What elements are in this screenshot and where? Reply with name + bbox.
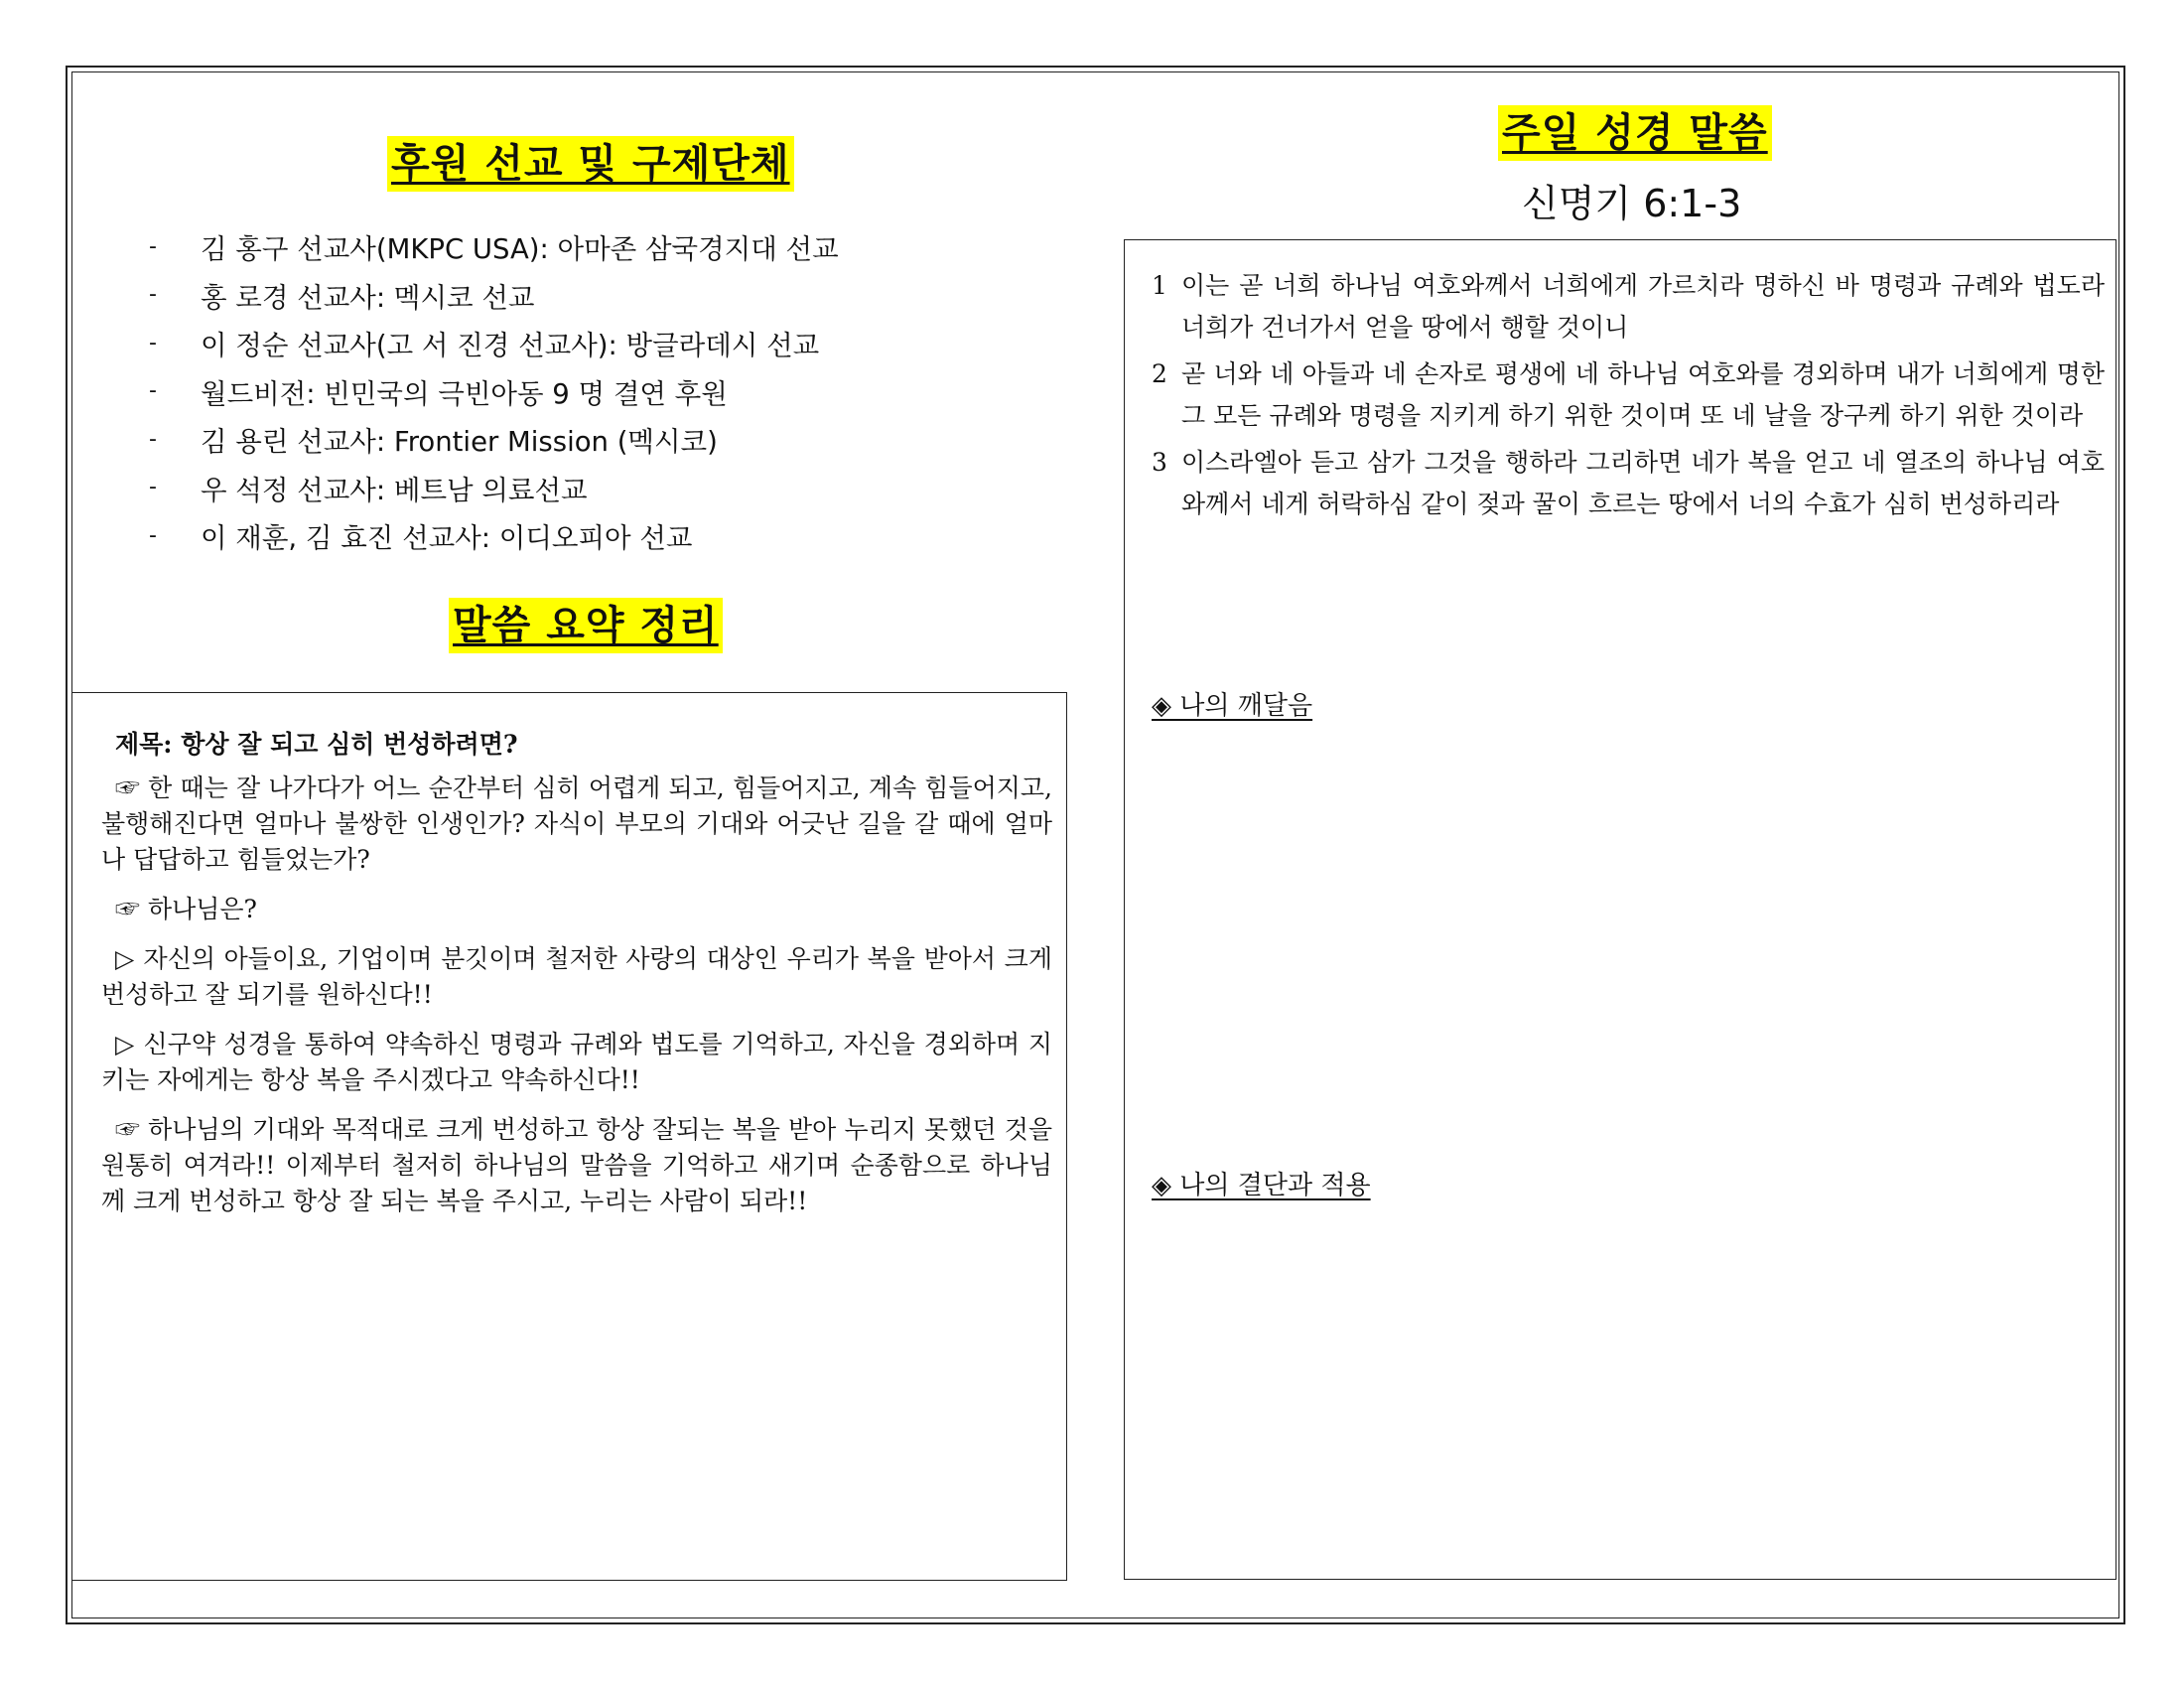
list-item-text: 이 재훈, 김 효진 선교사: 이디오피아 선교 [201,522,693,555]
verse-number: 3 [1152,448,1167,477]
list-item [149,511,839,560]
sermon-summary-title: 말씀 요약 정리 [449,598,723,653]
list-bullet: - [149,330,157,355]
my-decision-application-heading: ◈ 나의 결단과 적용 [1152,1171,1371,1200]
scripture-reference: 신명기 6:1-3 [1522,182,1742,225]
sunday-scripture-title: 주일 성경 말씀 [1498,105,1772,161]
verse [1152,353,2105,437]
list-item [149,367,839,416]
list-bullet: - [149,522,157,548]
list-bullet: - [149,426,157,452]
sermon-title: 제목: 항상 잘 되고 심히 번성하려면? [115,730,518,759]
support-missions-list [149,222,839,560]
summary-paragraph: ▷ 자신의 아들이요, 기업이며 분깃이며 철저한 사랑의 대상인 우리가 복을 받아서 크게 번성하고 잘 되기를 원하신다!! [101,944,1052,1009]
my-realization-heading: ◈ 나의 깨달음 [1152,691,1313,721]
verse-text: 이스라엘아 듣고 삼가 그것을 행하라 그리하면 네가 복을 얻고 네 열조의 하나님 여호와께서 네게 허락하심 같이 젖과 꿀이 흐르는 땅에서 너의 수효가 심히 번성하리라 [1181,448,2105,518]
verse-number: 1 [1152,271,1167,300]
scripture-verses [1152,265,2105,530]
list-item [149,464,839,512]
list-item-text: 김 용린 선교사: Frontier Mission (멕시코) [201,426,718,459]
support-missions-title: 후원 선교 및 구제단체 [387,136,794,192]
list-item-text: 우 석정 선교사: 베트남 의료선교 [201,474,588,506]
verse-text: 이는 곧 너희 하나님 여호와께서 너희에게 가르치라 명하신 바 명령과 규례와 법도라 너희가 건너가서 얻을 땅에서 행할 것이니 [1181,271,2105,342]
verse [1152,265,2105,349]
list-item-text: 이 정순 선교사(고 서 진경 선교사): 방글라데시 선교 [201,330,820,362]
list-bullet: - [149,378,157,404]
list-bullet: - [149,475,157,500]
list-item [149,415,839,464]
list-item [149,271,839,320]
list-item-text: 홍 로경 선교사: 멕시코 선교 [201,281,535,314]
list-bullet: - [149,233,157,259]
summary-paragraph: ☞ 하나님의 기대와 목적대로 크게 번성하고 항상 잘되는 복을 받아 누리지 못했던 것을 원통히 여겨라!! 이제부터 철저히 하나님의 말씀을 기억하고 새기며 순종함으로 하나님께 크게 번성하고 항상 잘 되는 복을 주시고, 누리는 사람이 되라!! [101,1115,1052,1215]
summary-paragraph: ☞ 한 때는 잘 나가다가 어느 순간부터 심히 어렵게 되고, 힘들어지고, 계속 힘들어지고, 불행해진다면 얼마나 불쌍한 인생인가? 자식이 부모의 기대와 어긋난 길을 갈 때에 얼마나 답답하고 힘들었는가? [101,774,1052,874]
sermon-summary-content [101,727,1052,1233]
list-item-text: 월드비전: 빈민국의 극빈아동 9 명 결연 후원 [201,377,728,410]
list-item [149,319,839,367]
summary-paragraph: ▷ 신구약 성경을 통하여 약속하신 명령과 규례와 법도를 기억하고, 자신을 경외하며 지키는 자에게는 항상 복을 주시겠다고 약속하신다!! [101,1030,1052,1094]
verse-number: 2 [1152,359,1167,388]
list-bullet: - [149,282,157,308]
summary-paragraph: ☞ 하나님은? [115,895,257,923]
list-item [149,222,839,271]
verse-text: 곧 너와 네 아들과 네 손자로 평생에 네 하나님 여호와를 경외하며 내가 너희에게 명한 그 모든 규례와 명령을 지키게 하기 위한 것이며 또 네 날을 장구케 하기 위한 것이라 [1181,359,2105,430]
verse [1152,442,2105,525]
list-item-text: 김 홍구 선교사(MKPC USA): 아마존 삼국경지대 선교 [201,233,839,266]
